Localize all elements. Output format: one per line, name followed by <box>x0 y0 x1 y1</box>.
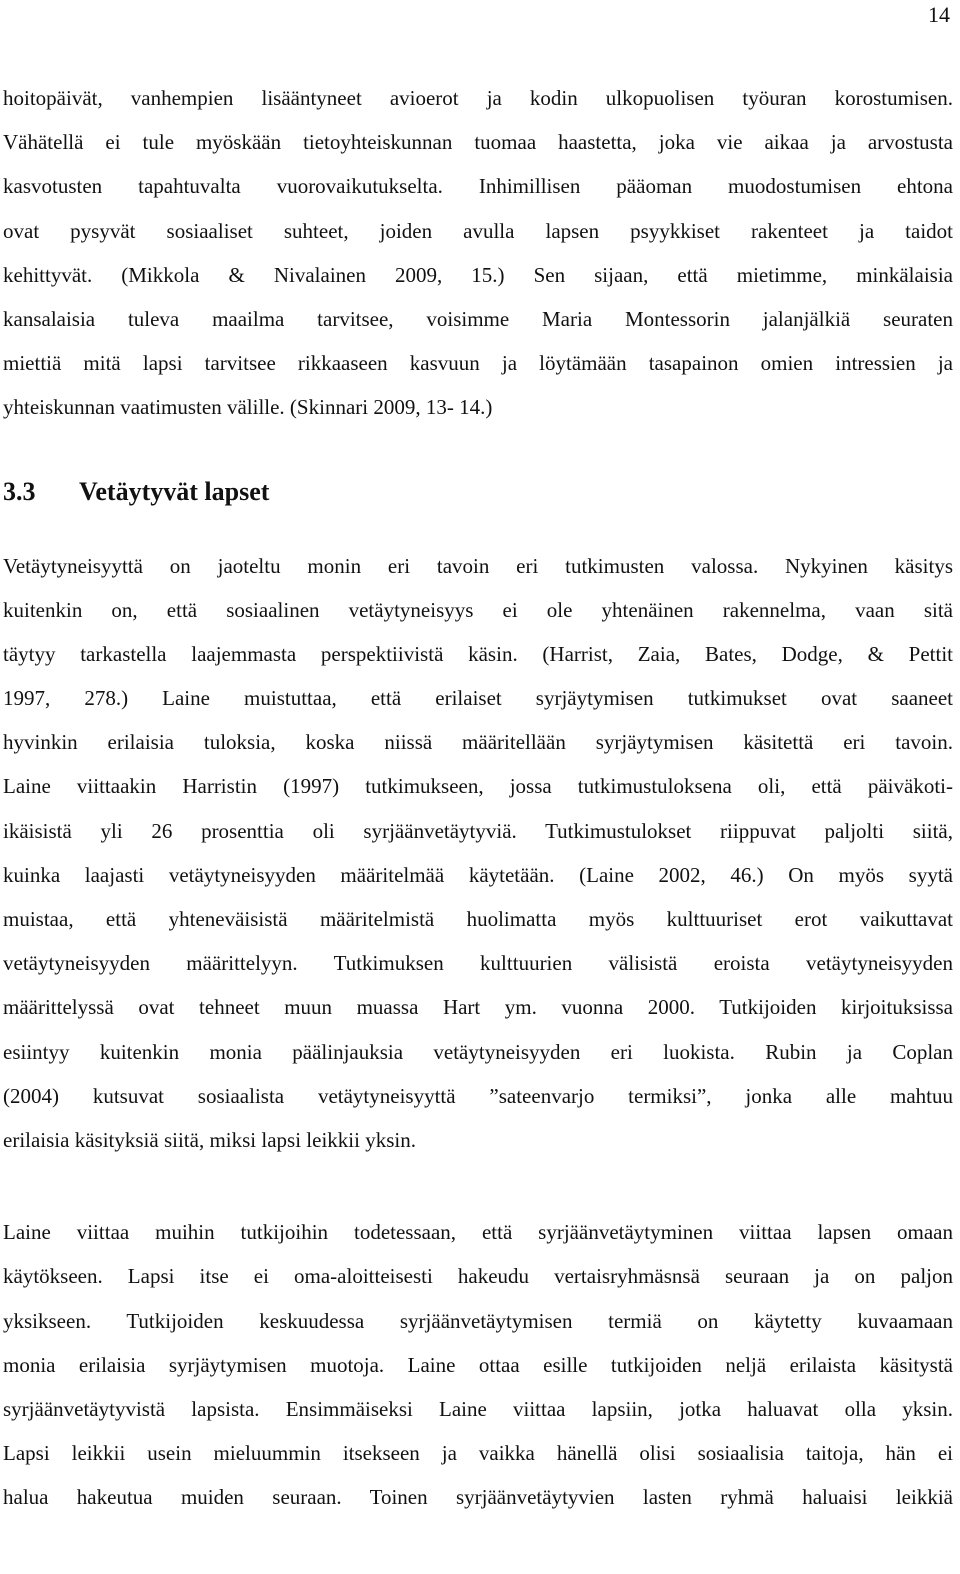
text-line: ovat pysyvät sosiaaliset suhteet, joiden avulla lapsen psyykkiset rakenteet ja taidot <box>3 218 953 243</box>
text-line: hoitopäivät, vanhempien lisääntyneet avioerot ja kodin ulkopuolisen työuran korostumisen. <box>3 86 953 110</box>
text-line: hyvinkin erilaisia tuloksia, koska niissä määritellään syrjäytymisen käsitettä eri tavoin. <box>3 730 953 755</box>
text-line: Lapsi leikkii usein mieluummin itsekseen ja vaikka hänellä olisi sosiaalisia taitoja, hän ei <box>3 1441 953 1466</box>
text-line: kasvotusten tapahtuvalta vuorovaikutukselta. Inhimillisen pääoman muodostumisen ehtona <box>3 174 953 199</box>
text-line: Vähätellä ei tule myöskään tietoyhteiskunnan tuomaa haastetta, joka vie aikaa ja arvostusta <box>3 130 953 155</box>
paragraph-1 <box>3 76 953 430</box>
text-line: Vetäytyneisyyttä on jaoteltu monin eri tavoin eri tutkimusten valossa. Nykyinen käsitys <box>3 553 953 578</box>
section-heading <box>3 472 953 512</box>
text-line: monia erilaisia syrjäytymisen muotoja. Laine ottaa esille tutkijoiden neljä erilaista käsitystä <box>3 1352 953 1377</box>
text-line: yhteiskunnan vaatimusten välille. (Skinnari 2009, 13- 14.) <box>3 395 493 420</box>
text-line: kehittyvät. (Mikkola & Nivalainen 2009, 15.) Sen sijaan, että mietimme, minkälaisia <box>3 262 953 287</box>
text-line: Laine viittaa muihin tutkijoihin todetessaan, että syrjäänvetäytyminen viittaa lapsen omaan <box>3 1220 953 1245</box>
text-line: käytökseen. Lapsi itse ei oma-aloitteisesti hakeudu vertaisryhmäsnsä seuraan ja on paljon <box>3 1264 953 1289</box>
text-line: Laine viittaakin Harristin (1997) tutkimukseen, jossa tutkimustuloksena oli, että päiväkoti- <box>3 774 953 799</box>
text-line: syrjäänvetäytyvistä lapsista. Ensimmäiseksi Laine viittaa lapsiin, jotka haluavat olla yksin. <box>3 1396 953 1421</box>
text-line: esiintyy kuitenkin monia päälinjauksia vetäytyneisyyden eri luokista. Rubin ja Coplan <box>3 1039 953 1064</box>
text-line: kuinka laajasti vetäytyneisyyden määritelmää käytetään. (Laine 2002, 46.) On myös syytä <box>3 862 953 887</box>
text-line: halua hakeutua muiden seuraan. Toinen syrjäänvetäytyvien lasten ryhmä haluaisi leikkiä <box>3 1485 953 1510</box>
text-line: vetäytyneisyyden määrittelyyn. Tutkimuksen kulttuurien välisistä eroista vetäytyneisyyden <box>3 951 953 976</box>
text-line: ikäisistä yli 26 prosenttia oli syrjäänvetäytyviä. Tutkimustulokset riippuvat paljolti siitä, <box>3 818 953 843</box>
paragraph-3 <box>3 1210 953 1519</box>
section-number: 3.3 <box>3 476 36 506</box>
text-line: miettiä mitä lapsi tarvitsee rikkaaseen kasvuun ja löytämään tasapainon omien intressien ja <box>3 351 953 376</box>
text-line: täytyy tarkastella laajemmasta perspektiivistä käsin. (Harrist, Zaia, Bates, Dodge, & Pettit <box>3 641 953 666</box>
document-body <box>3 76 953 1519</box>
text-line: 1997, 278.) Laine muistuttaa, että erilaiset syrjäytymisen tutkimukset ovat saaneet <box>3 686 953 711</box>
paragraph-2 <box>3 544 953 1163</box>
text-line: kuitenkin on, että sosiaalinen vetäytyneisyys ei ole yhtenäinen rakennelma, vaan sitä <box>3 597 953 622</box>
text-line: (2004) kutsuvat sosiaalista vetäytyneisyyttä ”sateenvarjo termiksi”, jonka alle mahtuu <box>3 1083 953 1108</box>
text-line: muistaa, että yhteneväisistä määritelmistä huolimatta myös kulttuuriset erot vaikuttavat <box>3 907 953 931</box>
section-title: Vetäytyvät lapset <box>79 476 270 506</box>
text-line: kansalaisia tuleva maailma tarvitsee, voisimme Maria Montessorin jalanjälkiä seuraten <box>3 306 953 331</box>
text-line: yksikseen. Tutkijoiden keskuudessa syrjäänvetäytymisen termiä on käytetty kuvaamaan <box>3 1308 953 1333</box>
text-line: erilaisia käsityksiä siitä, miksi lapsi leikkii yksin. <box>3 1127 416 1152</box>
page-number: 14 <box>928 2 950 27</box>
text-line: määrittelyssä ovat tehneet muun muassa Hart ym. vuonna 2000. Tutkijoiden kirjoituksissa <box>3 995 953 1020</box>
